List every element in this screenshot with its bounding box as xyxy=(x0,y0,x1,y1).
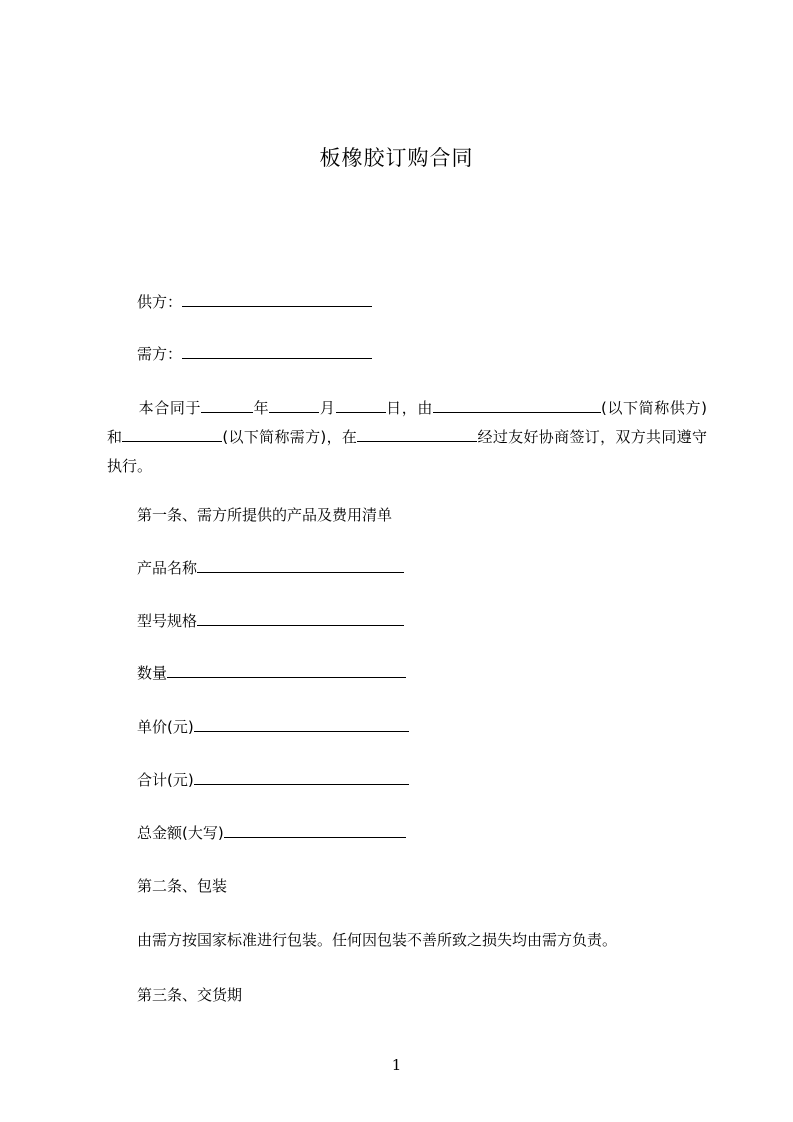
quantity-blank[interactable] xyxy=(167,663,406,678)
model-spec-label: 型号规格 xyxy=(137,612,198,630)
year-blank[interactable] xyxy=(201,398,253,413)
intro-month: 月 xyxy=(319,399,336,417)
product-name-blank[interactable] xyxy=(197,558,404,573)
quantity-label: 数量 xyxy=(137,664,168,682)
subtotal-line xyxy=(137,769,409,791)
intro-paragraph xyxy=(107,394,707,481)
intro-text-4: 经过友好协商签订，双方共同遵守执行。 xyxy=(107,428,707,475)
buyer-line xyxy=(137,343,372,365)
unit-price-line xyxy=(137,716,409,738)
article1-heading: 第一条、需方所提供的产品及费用清单 xyxy=(137,506,393,524)
subtotal-blank[interactable] xyxy=(194,770,409,785)
total-amount-line xyxy=(137,822,406,844)
quantity-line xyxy=(137,662,406,684)
supplier-blank[interactable] xyxy=(182,292,372,307)
document-title: 板橡胶订购合同 xyxy=(319,146,474,170)
intro-day: 日，由 xyxy=(385,399,433,417)
intro-year: 年 xyxy=(253,399,270,417)
total-amount-label: 总金额(大写) xyxy=(137,824,224,842)
supplier-label: 供方： xyxy=(137,293,183,311)
intro-text-1: 本合同于 xyxy=(138,399,202,417)
intro-text-3: (以下简称需方)，在 xyxy=(222,428,358,446)
article2-heading: 第二条、包装 xyxy=(137,877,228,895)
supplier-name-blank[interactable] xyxy=(433,398,601,413)
unit-price-label: 单价(元) xyxy=(137,718,194,736)
article2-body: 由需方按国家标准进行包装。任何因包装不善所致之损失均由需方负责。 xyxy=(137,931,618,949)
unit-price-blank[interactable] xyxy=(194,717,409,732)
day-blank[interactable] xyxy=(336,398,386,413)
buyer-blank[interactable] xyxy=(182,344,372,359)
supplier-line xyxy=(137,291,372,313)
page-number: 1 xyxy=(391,1056,402,1074)
model-spec-blank[interactable] xyxy=(197,611,404,626)
total-amount-blank[interactable] xyxy=(224,823,406,838)
article3-heading: 第三条、交货期 xyxy=(137,986,243,1004)
subtotal-label: 合计(元) xyxy=(137,771,194,789)
product-name-line xyxy=(137,557,404,579)
intro-text-2: (以下简称供方)和 xyxy=(107,399,707,446)
buyer-name-blank[interactable] xyxy=(122,427,222,442)
month-blank[interactable] xyxy=(269,398,319,413)
place-blank[interactable] xyxy=(357,427,477,442)
model-spec-line xyxy=(137,610,404,632)
product-name-label: 产品名称 xyxy=(137,559,198,577)
buyer-label: 需方： xyxy=(137,345,183,363)
